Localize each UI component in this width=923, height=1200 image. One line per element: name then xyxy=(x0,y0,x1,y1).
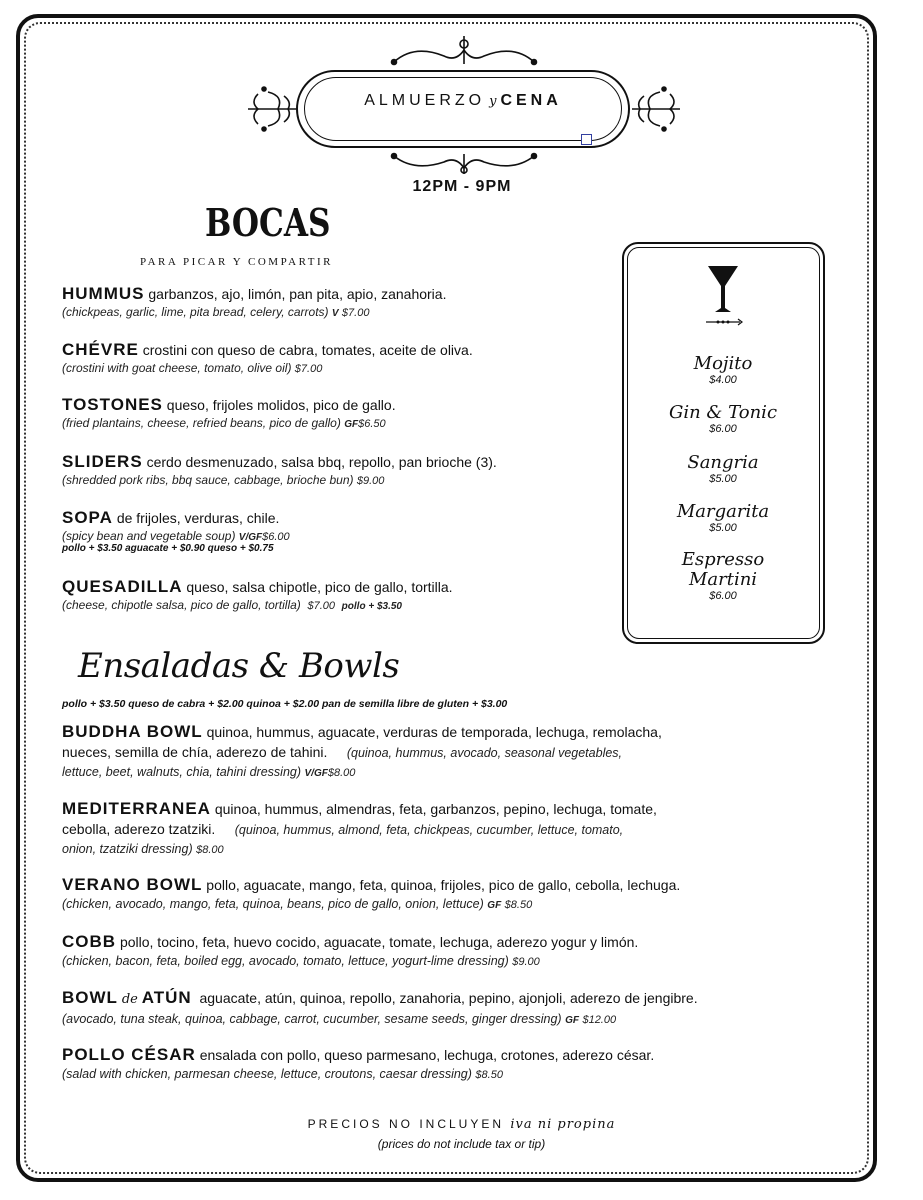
menu-item xyxy=(62,577,622,612)
item-translation: (chickpeas, garlic, lime, pita bread, celery, carrots) xyxy=(62,305,329,319)
menu-item xyxy=(62,875,802,915)
menu-item xyxy=(62,508,622,554)
item-name: SLIDERS xyxy=(62,452,143,471)
item-translation: (chicken, bacon, feta, boiled egg, avocado, tomato, lettuce, yogurt-lime dressing) xyxy=(62,954,509,968)
footer-script: iva ni propina xyxy=(510,1117,616,1132)
drink-name: Margarita xyxy=(676,501,770,522)
drink-name: Espresso xyxy=(681,549,765,570)
header-banner xyxy=(244,34,684,174)
item-price: $9.00 xyxy=(512,956,540,968)
drink-price: $5.00 xyxy=(709,473,737,485)
item-price: $12.00 xyxy=(582,1014,617,1026)
item-translation: (cheese, chipotle salsa, pico de gallo, tortilla) xyxy=(62,598,301,612)
drink-item xyxy=(640,354,806,386)
title-connector: y xyxy=(489,94,497,109)
item-name: HUMMUS xyxy=(62,284,145,303)
drink-name: Gin & Tonic xyxy=(668,402,778,423)
item-price: $9.00 xyxy=(356,475,385,487)
item-price: $7.00 xyxy=(294,363,323,375)
menu-item xyxy=(62,799,802,860)
footer-translation: (prices do not include tax or tip) xyxy=(377,1137,546,1151)
item-name: TOSTONES xyxy=(62,395,163,414)
item-desc: quinoa, hummus, almendras, feta, garbanzos, pepino, lechuga, tomate, xyxy=(214,801,657,817)
ensaladas-addons: pollo + $3.50 queso de cabra + $2.00 quinoa + $2.00 pan de semilla libre de gluten + $3.00 xyxy=(62,698,508,710)
diet-tag: V xyxy=(331,308,339,319)
item-price: $6.00 xyxy=(262,531,290,543)
menu-item xyxy=(62,452,622,487)
bocas-heading: BOCAS xyxy=(205,200,331,245)
item-desc: garbanzos, ajo, limón, pan pita, apio, zanahoria. xyxy=(148,286,447,302)
item-name: SOPA xyxy=(62,508,113,527)
footer-note xyxy=(0,1117,923,1132)
item-name: BUDDHA BOWL xyxy=(62,722,203,741)
diet-tag: GF xyxy=(565,1015,579,1026)
item-price: $8.00 xyxy=(327,767,356,779)
menu-title xyxy=(296,92,630,110)
item-price: $8.50 xyxy=(475,1069,503,1081)
item-desc-cont: cebolla, aderezo tzatziki. xyxy=(62,821,216,837)
item-translation: (salad with chicken, parmesan cheese, lettuce, croutons, caesar dressing) xyxy=(62,1067,472,1081)
item-translation: (crostini with goat cheese, tomato, olive oil) xyxy=(62,361,292,375)
diet-tag: V/GF xyxy=(238,532,263,543)
title-right: CENA xyxy=(500,92,562,109)
item-desc: ensalada con pollo, queso parmesano, lechuga, crotones, aderezo césar. xyxy=(199,1047,655,1063)
title-left: ALMUERZO xyxy=(364,92,486,109)
menu-item xyxy=(62,932,802,972)
item-extras: pollo + $3.50 aguacate + $0.90 queso + $0.75 xyxy=(62,543,274,554)
drink-item xyxy=(640,550,806,602)
cocktail-glass-icon xyxy=(700,262,746,328)
item-translation-cont: onion, tzatziki dressing) xyxy=(62,842,193,856)
diet-tag: GF xyxy=(487,900,502,911)
drink-name: Sangria xyxy=(687,452,759,473)
item-desc: aguacate, atún, quinoa, repollo, zanahoria, pepino, ajonjoli, aderezo de jengibre. xyxy=(199,990,698,1006)
item-name: VERANO BOWL xyxy=(62,875,203,894)
item-translation: (fried plantains, cheese, refried beans, pico de gallo) xyxy=(62,416,341,430)
item-name: QUESADILLA xyxy=(62,577,183,596)
item-price: $7.00 xyxy=(307,600,335,612)
item-translation: (quinoa, hummus, almond, feta, chickpeas, cucumber, lettuce, tomato, xyxy=(234,823,624,837)
item-name: COBB xyxy=(62,932,117,951)
item-price: $8.00 xyxy=(196,844,224,856)
diet-tag: GF xyxy=(344,419,359,430)
footer-text: PRECIOS NO INCLUYEN xyxy=(307,1117,504,1131)
drink-price: $6.00 xyxy=(709,590,737,602)
drink-price: $6.00 xyxy=(709,423,737,435)
item-desc: pollo, aguacate, mango, feta, quinoa, frijoles, pico de gallo, cebolla, lechuga. xyxy=(206,877,681,893)
menu-item xyxy=(62,722,802,783)
item-desc: cerdo desmenuzado, salsa bbq, repollo, pan brioche (3). xyxy=(146,454,497,470)
item-price: $6.50 xyxy=(358,418,386,430)
drink-price: $4.00 xyxy=(709,374,737,386)
drink-item xyxy=(640,453,806,485)
item-translation-cont: lettuce, beet, walnuts, chia, tahini dressing) xyxy=(62,765,302,779)
item-desc: queso, salsa chipotle, pico de gallo, tortilla. xyxy=(186,579,453,595)
item-name: CHÉVRE xyxy=(62,340,139,359)
item-desc: queso, frijoles molidos, pico de gallo. xyxy=(166,397,396,413)
bocas-subheading: PARA PICAR Y COMPARTIR xyxy=(140,256,334,268)
item-name: POLLO CÉSAR xyxy=(62,1045,196,1064)
item-price: $7.00 xyxy=(341,307,370,319)
menu-item xyxy=(62,988,802,1030)
menu-item xyxy=(62,340,622,375)
diet-tag: V/GF xyxy=(304,768,328,779)
drink-price: $5.00 xyxy=(709,522,737,534)
item-desc-cont: nueces, semilla de chía, aderezo de tahini. xyxy=(62,744,328,760)
drink-item xyxy=(640,403,806,435)
item-name: BOWL xyxy=(62,988,118,1007)
item-desc: crostini con queso de cabra, tomates, aceite de oliva. xyxy=(142,342,473,358)
item-desc: de frijoles, verduras, chile. xyxy=(116,510,280,526)
item-translation: (chicken, avocado, mango, feta, quinoa, beans, pico de gallo, onion, lettuce) xyxy=(62,897,484,911)
selection-handle[interactable] xyxy=(581,134,592,145)
hours: 12PM - 9PM xyxy=(412,178,512,195)
menu-item xyxy=(62,284,622,319)
menu-item xyxy=(62,1045,802,1085)
ensaladas-heading: Ensaladas & Bowls xyxy=(78,646,400,686)
drink-name-line2: Martini xyxy=(688,569,758,590)
drink-item xyxy=(640,502,806,534)
item-name-2: ATÚN xyxy=(141,988,192,1007)
item-translation: (avocado, tuna steak, quinoa, cabbage, carrot, cucumber, sesame seeds, ginger dressing) xyxy=(62,1012,562,1026)
menu-item xyxy=(62,395,622,430)
item-translation: (shredded pork ribs, bbq sauce, cabbage, brioche bun) xyxy=(62,473,354,487)
item-translation: (spicy bean and vegetable soup) xyxy=(62,529,236,543)
item-translation: (quinoa, hummus, avocado, seasonal vegetables, xyxy=(346,746,623,760)
item-name-connector: de xyxy=(121,992,138,1007)
item-name: MEDITERRANEA xyxy=(62,799,211,818)
item-desc: pollo, tocino, feta, huevo cocido, aguacate, tomate, lechuga, aderezo yogur y limón. xyxy=(119,934,639,950)
item-extras: pollo + $3.50 xyxy=(341,601,402,612)
drink-name: Mojito xyxy=(693,353,753,374)
item-desc: quinoa, hummus, aguacate, verduras de temporada, lechuga, remolacha, xyxy=(206,724,662,740)
item-price: $8.50 xyxy=(504,899,533,911)
